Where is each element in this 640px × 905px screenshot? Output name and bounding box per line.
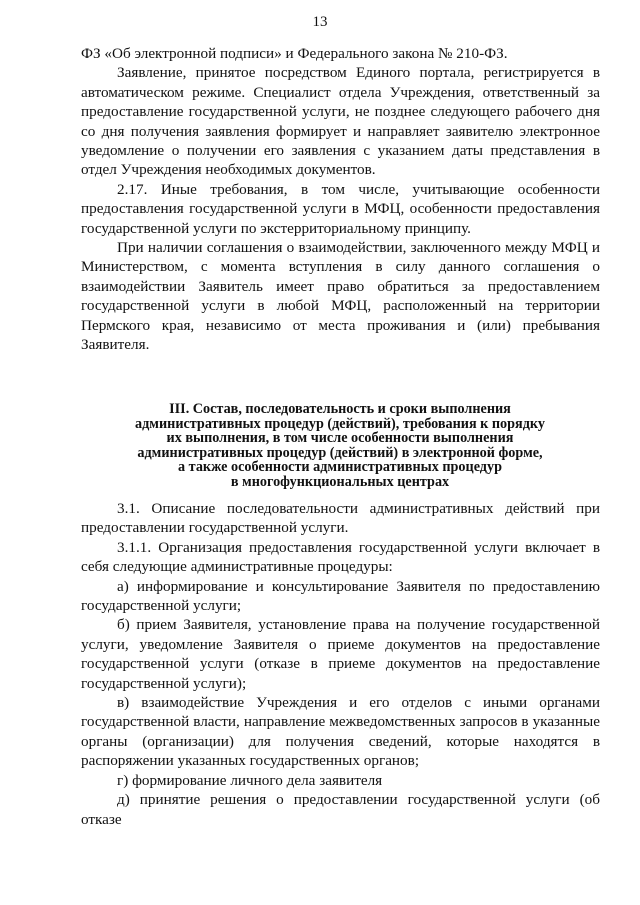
paragraph-mfc-agreement: При наличии соглашения о взаимодействии, заключенного между МФЦ и Министерством, с момента вступления в силу данного соглашения о взаимодействии Заявитель имеет право обратиться за предоставлением государственной услуги в любой МФЦ, расположенный на территории Пермского края, независимо от места проживания и (или) пребывания Заявителя. bbox=[81, 239, 600, 354]
heading-line: административных процедур (действий) в электронной форме, bbox=[137, 444, 543, 461]
heading-line: III. Состав, последовательность и сроки выполнения bbox=[169, 401, 511, 417]
paragraph-law-reference: ФЗ «Об электронной подписи» и Федерального закона № 210-ФЗ. bbox=[81, 45, 508, 62]
list-item-d: д) принятие решения о предоставлении государственной услуги (об отказе bbox=[81, 791, 600, 828]
heading-line: а также особенности административных процедур bbox=[178, 459, 502, 476]
list-item-b: б) прием Заявителя, установление права на получение государственной услуги, уведомление Заявителя о приеме документов на предоставление государственной услуги (отказе в приеме документов на предоставление государственной услуги); bbox=[81, 616, 600, 692]
body-text-bottom bbox=[81, 499, 600, 829]
paragraph-registration: Заявление, принятое посредством Единого портала, регистрируется в автоматическом режиме. Специалист отдела Учреждения, ответственный за предоставление государственной услуги, не позднее следующего рабочего дня со дня получения заявления формирует и направляет заявителю электронное уведомление о получении его заявления с указанием даты представления в отдел Учреждения необходимых документов. bbox=[81, 64, 600, 179]
list-item-g: г) формирование личного дела заявителя bbox=[117, 771, 383, 789]
body-text-top bbox=[81, 44, 600, 355]
list-item-v: в) взаимодействие Учреждения и его отделов с иными органами государственной власти, направление межведомственных запросов в указанные органы (организации) для получения сведений, которые находятся в распоряжении указанных государственных органов; bbox=[81, 694, 600, 770]
paragraph-2-17: 2.17. Иные требования, в том числе, учитывающие особенности предоставления государственной услуги в МФЦ, особенности предоставления государственной услуги по экстерриториальному принципу. bbox=[81, 180, 600, 237]
heading-line: административных процедур (действий), требования к порядку bbox=[135, 415, 545, 432]
heading-line: в многофункциональных центрах bbox=[230, 473, 450, 490]
list-item-a: а) информирование и консультирование Заявителя по предоставлению государственной услуги; bbox=[81, 577, 600, 615]
section-heading bbox=[110, 402, 570, 490]
paragraph-3-1: 3.1. Описание последовательности административных действий при предоставлении государственной услуги. bbox=[81, 500, 600, 537]
heading-line: их выполнения, в том числе особенности выполнения bbox=[166, 430, 514, 447]
page-number: 13 bbox=[312, 14, 328, 30]
paragraph-3-1-1: 3.1.1. Организация предоставления государственной услуги включает в себя следующие административные процедуры: bbox=[81, 538, 600, 576]
